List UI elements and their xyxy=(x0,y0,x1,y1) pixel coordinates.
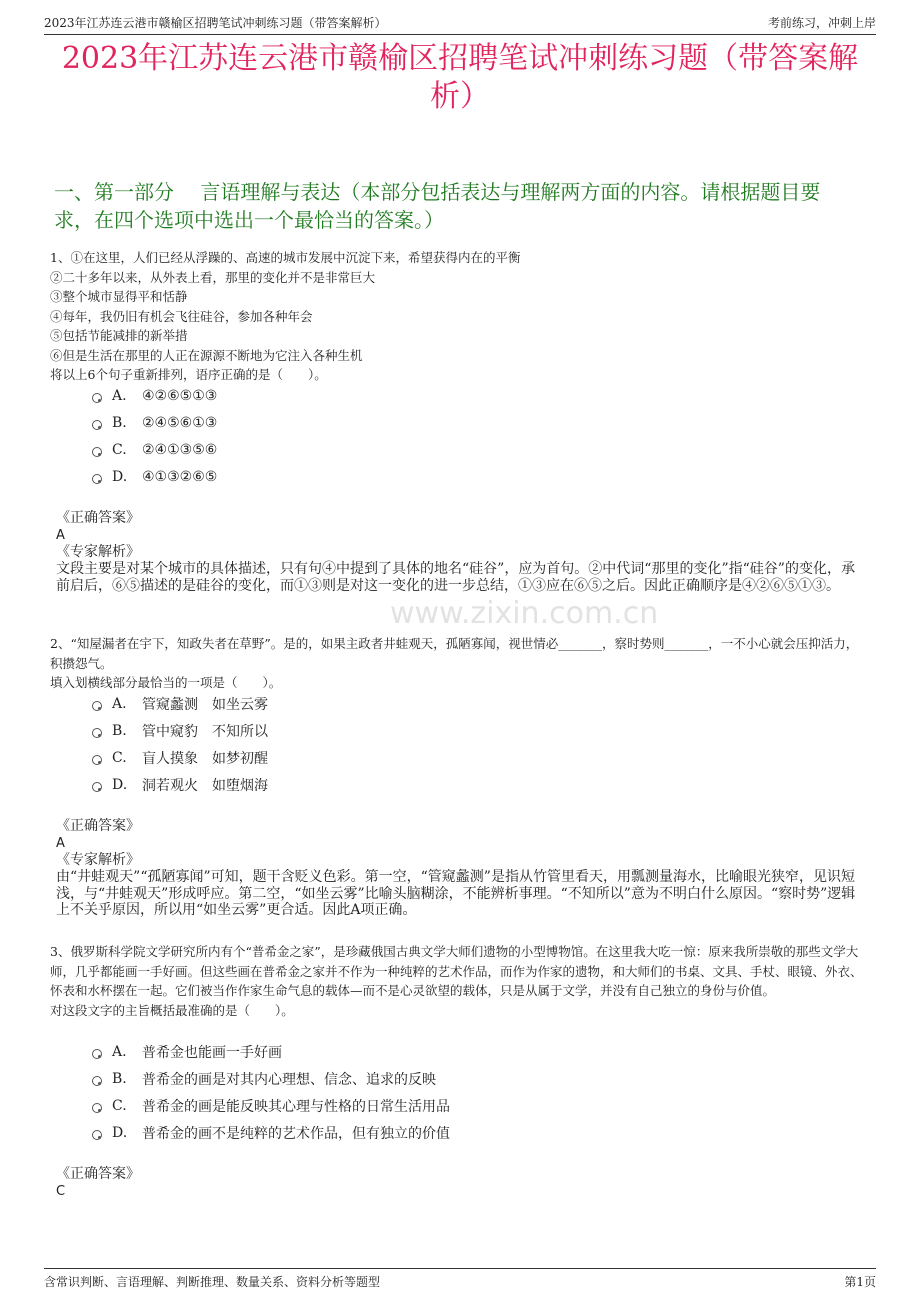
page-title: 2023年江苏连云港市赣榆区招聘笔试冲刺练习题（带答案解析） xyxy=(61,41,859,114)
page-number: 第1页 xyxy=(844,1275,876,1289)
question-line: 1、①在这里，人们已经从浮躁的、高速的城市发展中沉淀下来，希望获得内在的平衡 xyxy=(50,250,521,265)
radio-icon[interactable] xyxy=(92,1103,102,1113)
option-letter: A. xyxy=(112,387,127,404)
option-d[interactable] xyxy=(92,1119,450,1146)
question-1-options xyxy=(92,382,217,490)
answer-label: 《正确答案》 xyxy=(56,818,140,834)
question-line: 2、“知屋漏者在宇下，知政失者在草野”。是的，如果主政者井蛙观天，孤陋寡闻，视世情必_______，察时势则_______，一不小心就会压抑活力，积攒怨气。 xyxy=(50,636,859,671)
watermark: www.zixin.com.cn xyxy=(390,596,659,631)
question-line: ⑥但是生活在那里的人正在源源不断地为它注入各种生机 xyxy=(50,347,363,363)
option-letter: D. xyxy=(112,1124,128,1141)
answer-label: 《正确答案》 xyxy=(56,1166,140,1182)
option-letter: C. xyxy=(112,441,127,458)
question-1-stem xyxy=(50,248,864,385)
option-c[interactable] xyxy=(92,744,268,771)
option-text: 普希金的画是能反映其心理与性格的日常生活用品 xyxy=(142,1098,450,1115)
option-letter: C. xyxy=(112,749,127,766)
question-line: 3、俄罗斯科学院文学研究所内有个“普希金之家”，是珍藏俄国古典文学大师们遗物的小型博物馆。在这里我大吃一惊：原来我所崇敬的那些文学大师，几乎都能画一手好画。但这些画在普希金之家并不作为一种纯粹的艺术作品，而作为作家的遗物，和大师们的书桌、文具、手杖、眼镜、外衣、怀表和水杯摆在一起。它们被当作作家生命气息的载体—而不是心灵欲望的载体，只是从属于文学，并没有自己独立的身份与价值。 xyxy=(50,944,863,998)
radio-icon[interactable] xyxy=(92,782,102,792)
question-line: ④每年，我仍旧有机会飞往硅谷，参加各种年会 xyxy=(50,308,313,324)
question-2-options xyxy=(92,690,268,798)
question-line: ⑤包括节能减排的新举措 xyxy=(50,328,188,343)
option-letter: A. xyxy=(112,695,127,712)
question-prompt: 对这段文字的主旨概括最准确的是（ ）。 xyxy=(50,1002,294,1018)
option-a[interactable] xyxy=(92,382,217,409)
question-1-answer xyxy=(56,510,864,594)
option-text: 普希金的画是对其内心理想、信念、追求的反映 xyxy=(142,1071,436,1088)
option-b[interactable] xyxy=(92,409,217,436)
answer-value: A xyxy=(56,836,65,851)
option-text: 洞若观火 如堕烟海 xyxy=(142,777,268,794)
option-text: 普希金也能画一手好画 xyxy=(142,1044,282,1061)
radio-icon[interactable] xyxy=(92,1076,102,1086)
question-2-answer xyxy=(56,818,864,919)
option-text: ②④⑤⑥①③ xyxy=(142,414,218,431)
header-tagline: 考前练习，冲刺上岸 xyxy=(767,16,876,30)
analysis-text: 文段主要是对某个城市的具体描述，只有句④中提到了具体的地名“硅谷”，应为首句。②中代词“那里的变化”指“硅谷”的变化，承前启后，⑥⑤描述的是硅谷的变化，而①③则是对这一变化的进一步总结，①③应在⑥⑤之后。因此正确顺序是④②⑥⑤①③。 xyxy=(56,561,855,594)
question-3-answer xyxy=(56,1166,864,1200)
answer-label: 《正确答案》 xyxy=(56,510,140,526)
option-b[interactable] xyxy=(92,1065,450,1092)
option-d[interactable] xyxy=(92,771,268,798)
option-d[interactable] xyxy=(92,463,217,490)
option-b[interactable] xyxy=(92,717,268,744)
section-heading: 一、第一部分 言语理解与表达（本部分包括表达与理解两方面的内容。请根据题目要求，在四个选项中选出一个最恰当的答案。） xyxy=(54,180,821,232)
answer-value: A xyxy=(56,528,65,543)
question-prompt: 填入划横线部分最恰当的一项是（ ）。 xyxy=(50,675,282,690)
option-letter: B. xyxy=(112,414,127,431)
radio-icon[interactable] xyxy=(92,1049,102,1059)
option-text: 普希金的画不是纯粹的艺术作品，但有独立的价值 xyxy=(142,1125,450,1142)
question-prompt: 将以上6个句子重新排列，语序正确的是（ ）。 xyxy=(50,367,327,382)
page-header xyxy=(44,12,876,35)
header-title: 2023年江苏连云港市赣榆区招聘笔试冲刺练习题（带答案解析） xyxy=(44,16,387,30)
option-text: 管窥蠡测 如坐云雾 xyxy=(142,696,268,713)
option-letter: D. xyxy=(112,776,128,793)
option-text: 管中窥豹 不知所以 xyxy=(142,723,268,740)
radio-icon[interactable] xyxy=(92,1130,102,1140)
analysis-label: 《专家解析》 xyxy=(56,544,140,560)
option-letter: D. xyxy=(112,468,128,485)
footer-description: 含常识判断、言语理解、判断推理、数量关系、资料分析等题型 xyxy=(44,1275,381,1289)
analysis-text: 由“井蛙观天”“孤陋寡闻”可知，题干含贬义色彩。第一空，“管窥蠡测”是指从竹管里看天，用瓢测量海水，比喻眼光狭窄，见识短浅，与“井蛙观天”形成呼应。第二空，“如坐云雾”比喻头脑糊涂，不能辨析事理。“不知所以”意为不明白什么原因。“察时势”逻辑上不关乎原因，所以用“如坐云雾”更合适。因此A项正确。 xyxy=(56,869,856,918)
radio-icon[interactable] xyxy=(92,474,102,484)
option-letter: B. xyxy=(112,1070,127,1087)
option-c[interactable] xyxy=(92,1092,450,1119)
option-letter: A. xyxy=(112,1043,127,1060)
analysis-label: 《专家解析》 xyxy=(56,852,140,868)
option-text: ②④①③⑤⑥ xyxy=(142,441,218,458)
option-a[interactable] xyxy=(92,1038,450,1065)
question-3-stem xyxy=(50,942,864,1020)
option-letter: B. xyxy=(112,722,127,739)
option-text: 盲人摸象 如梦初醒 xyxy=(142,750,268,767)
option-text: ④①③②⑥⑤ xyxy=(142,468,218,485)
answer-value: C xyxy=(56,1184,66,1199)
option-a[interactable] xyxy=(92,690,268,717)
option-letter: C. xyxy=(112,1097,127,1114)
radio-icon[interactable] xyxy=(92,701,102,711)
option-text: ④②⑥⑤①③ xyxy=(142,387,218,404)
radio-icon[interactable] xyxy=(92,393,102,403)
question-line: ②二十多年以来，从外表上看，那里的变化并不是非常巨大 xyxy=(50,269,376,285)
radio-icon[interactable] xyxy=(92,420,102,430)
option-c[interactable] xyxy=(92,436,217,463)
question-line: ③整个城市显得平和恬静 xyxy=(50,289,188,304)
radio-icon[interactable] xyxy=(92,728,102,738)
radio-icon[interactable] xyxy=(92,755,102,765)
question-3-options xyxy=(92,1038,450,1146)
question-2-stem xyxy=(50,634,864,693)
page-footer xyxy=(44,1268,876,1290)
radio-icon[interactable] xyxy=(92,447,102,457)
